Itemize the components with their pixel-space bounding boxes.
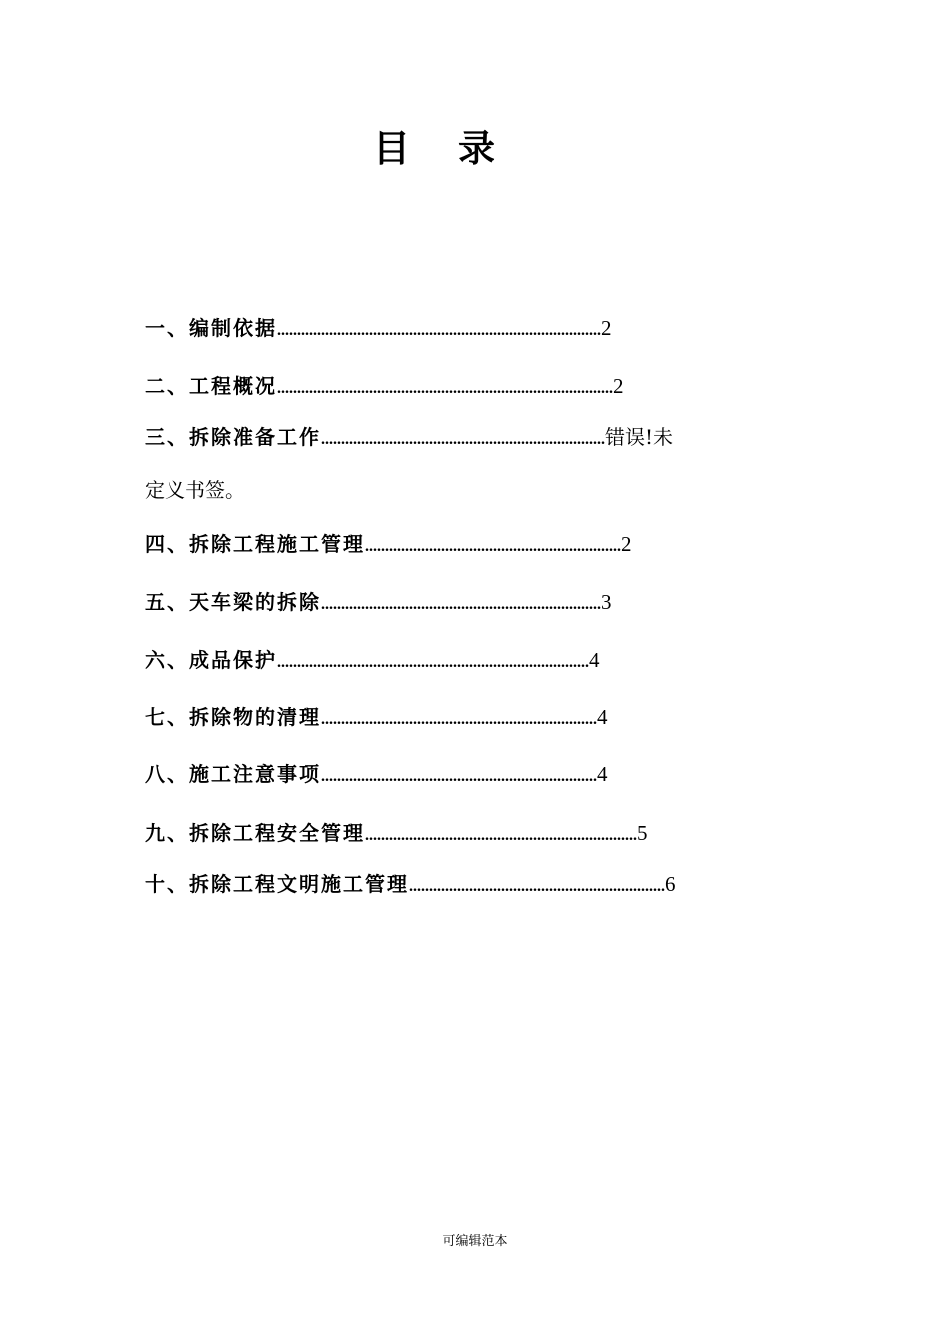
toc-entry-title: 十、拆除工程文明施工管理 (145, 872, 409, 896)
toc-page-number: 2 (613, 374, 624, 398)
toc-page-number: 2 (621, 532, 632, 556)
toc-entry-2[interactable] (145, 372, 624, 403)
toc-page-number: 4 (597, 705, 608, 729)
toc-leader: .................................................................... (365, 827, 637, 844)
toc-leader: .............................................................................. (277, 654, 589, 671)
toc-leader: ................................................................ (365, 538, 621, 555)
toc-leader: ................................................................ (409, 878, 665, 895)
toc-leader: ...................................................................... (321, 596, 601, 613)
toc-entry-title: 二、工程概况 (145, 374, 277, 398)
toc-entry-6[interactable] (145, 646, 600, 677)
page-title: 目录 (373, 127, 543, 170)
toc-leader: ..................................................................... (321, 711, 597, 728)
toc-entry-title: 五、天车梁的拆除 (145, 590, 321, 614)
toc-entry-title: 三、拆除准备工作 (145, 425, 321, 449)
toc-page-error: 错误!未 (605, 425, 674, 449)
toc-entry-title: 一、编制依据 (145, 316, 277, 340)
toc-page-number: 6 (665, 872, 676, 896)
toc-error-continuation: 定义书签。 (145, 478, 245, 502)
toc-entry-9[interactable] (145, 819, 648, 850)
toc-entry-8[interactable] (145, 760, 608, 791)
toc-entry-7[interactable] (145, 703, 608, 734)
toc-leader: ....................................................................... (321, 431, 605, 448)
toc-entry-5[interactable] (145, 588, 612, 619)
toc-entry-title: 九、拆除工程安全管理 (145, 821, 365, 845)
toc-entry-title: 八、施工注意事项 (145, 762, 321, 786)
toc-page-number: 3 (601, 590, 612, 614)
page-footer: 可编辑范本 (442, 1234, 508, 1249)
toc-leader: .................................................................................... (277, 380, 613, 397)
toc-leader: ................................................................................. (277, 322, 601, 339)
toc-entry-3[interactable] (145, 423, 673, 454)
toc-page-number: 2 (601, 316, 612, 340)
toc-page-number: 4 (597, 762, 608, 786)
toc-page-number: 5 (637, 821, 648, 845)
toc-entry-4[interactable] (145, 530, 632, 561)
toc-entry-1[interactable] (145, 314, 612, 345)
toc-entry-title: 六、成品保护 (145, 648, 277, 672)
toc-entry-title: 四、拆除工程施工管理 (145, 532, 365, 556)
toc-entry-title: 七、拆除物的清理 (145, 705, 321, 729)
toc-page-number: 4 (589, 648, 600, 672)
toc-entry-10[interactable] (145, 870, 676, 901)
toc-leader: ..................................................................... (321, 768, 597, 785)
